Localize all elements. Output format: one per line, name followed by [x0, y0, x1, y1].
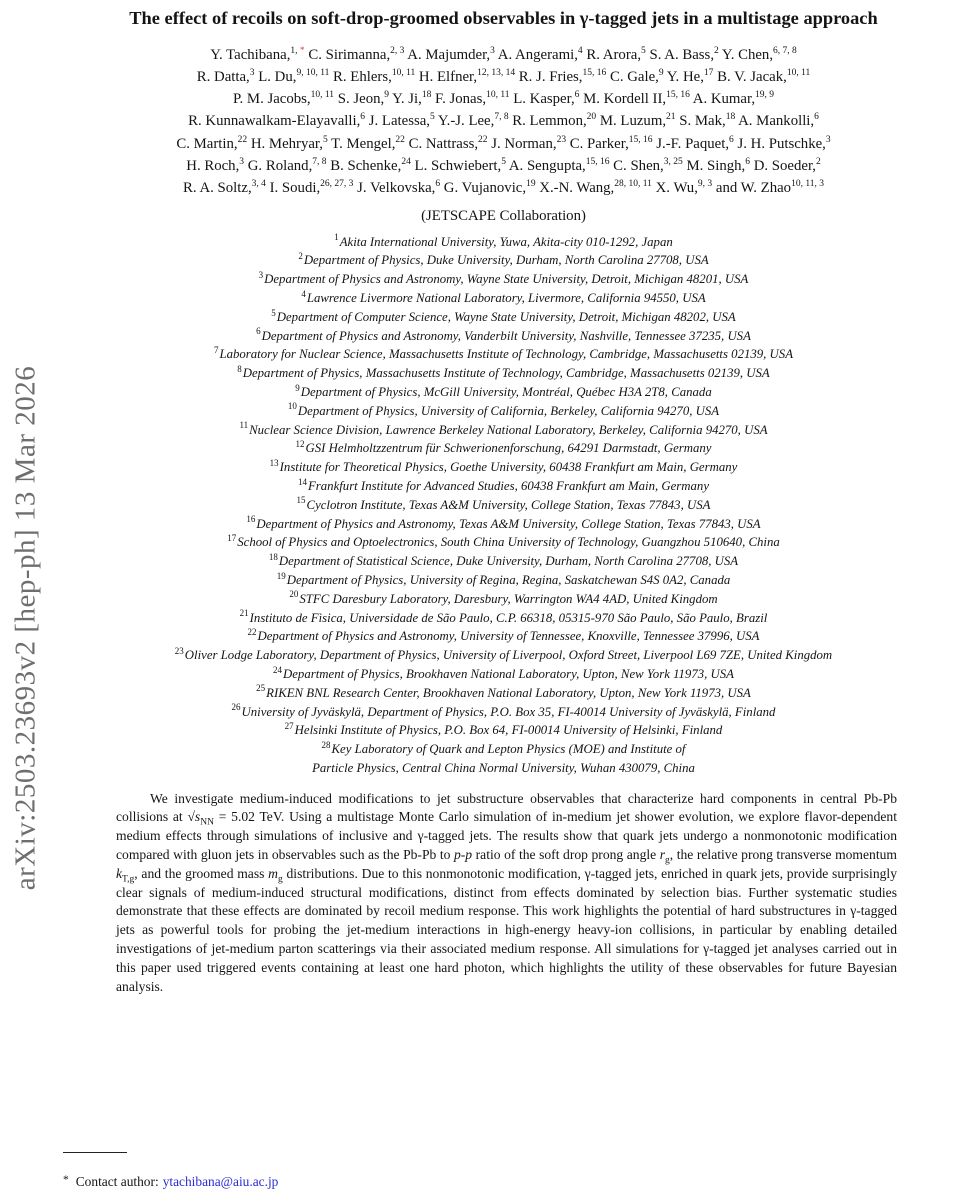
- contact-email-link[interactable]: ytachibana@aiu.ac.jp: [162, 1174, 279, 1189]
- affiliation-line: $^{14}$Frankfurt Institute for Advanced Studies, 60438 Frankfurt am Main, Germany: [297, 476, 710, 493]
- author-line: H. Roch,$^3$ G. Roland,$^{7, 8}$ B. Schenke,$^{24}$ L. Schwiebert,$^5$ A. Sengupta,$^{15, 16}$ C. Shen,$^{3, 25}$ M. Singh,$^6$ D. Soeder,$^2$: [186, 157, 821, 174]
- author-line: R. Kunnawalkam-Elayavalli,$^6$ J. Latessa,$^5$ Y.-J. Lee,$^{7, 8}$ R. Lemmon,$^{20}$ M. Luzum,$^{21}$ S. Mak,$^{18}$ A. Mankolli,$^6$: [188, 112, 819, 130]
- abstract-text: We investigate medium-induced modifications to jet substructure observables that characterize hard components in central Pb-Pb collisions at $√s_{NN} = 5.02$ TeV. Using a multistage Monte Carlo simulation of in-medium jet shower evolution, we explore flavor-dependent medium effects through simulations of inclusive and γ-tagged jets. The results show that quark jets undergo a nonmonotonic modification compared with gluon jets in observables such as the Pb-Pb to p-p ratio of the soft drop prong angle $r_g$, the relative prong transverse momentum $k_{T,g}$, and the groomed mass $m_g$ distributions. Due to this nonmonotonic modification, γ-tagged jets, enriched in quark jets, provide surprisingly clear signals of medium-induced structural modifications, distinct from effects dominated by selection bias. Further systematic studies demonstrate that these effects are dominated by recoil medium response. This work highlights the potential of hard substructures in γ-tagged jets as powerful tools for probing the jet-medium interactions in high-energy heavy-ion collisions, in particular by enabling detailed investigations of jet-medium parton scatterings via their associated medium response. All simulations for γ-tagged jet analyses carried out in this paper used triggered events containing at least one hard photon, which highlights the utility of these observables for future Bayesian analysis.: [116, 790, 897, 994]
- affiliation-line: $^7$Laboratory for Nuclear Science, Massachusetts Institute of Technology, Cambridge, Massachusetts 02139, USA: [213, 345, 794, 362]
- affiliation-line: $^{12}$GSI Helmholtzzentrum für Schwerionenforschung, 64291 Darmstadt, Germany: [295, 439, 712, 456]
- affiliation-line: $^{24}$Department of Physics, Brookhaven National Laboratory, Upton, New York 11973, USA: [273, 664, 734, 681]
- affiliation-line: $^9$Department of Physics, McGill University, Montréal, Québec H3A 2T8, Canada: [295, 382, 712, 399]
- affiliation-line: $^{26}$University of Jyväskylä, Department of Physics, P.O. Box 35, FI-40014 University of Jyväskylä, Finland: [231, 702, 776, 719]
- arxiv-watermark: arXiv:2503.23693v2 [hep-ph] 13 Mar 2026: [9, 365, 42, 891]
- affiliation-block: [30, 233, 977, 778]
- affiliation-line: $^4$Lawrence Livermore National Laboratory, Livermore, California 94550, USA: [301, 288, 706, 305]
- author-line: R. A. Soltz,$^{3, 4}$ I. Soudi,$^{26, 27, 3}$ J. Velkovska,$^6$ G. Vujanovic,$^{19}$ X.-N. Wang,$^{28, 10, 11}$ X. Wu,$^{9, 3}$ and W. Zhao$^{10, 11, 3}$: [183, 179, 824, 197]
- author-block: [30, 44, 977, 200]
- affiliation-line: $^{17}$School of Physics and Optoelectronics, South China University of Technology, Guangzhou 510640, China: [227, 533, 780, 550]
- author-line: R. Datta,$^3$ L. Du,$^{9, 10, 11}$ R. Ehlers,$^{10, 11}$ H. Elfner,$^{12, 13, 14}$ R. J. Fries,$^{15, 16}$ C. Gale,$^9$ Y. He,$^{17}$ B. V. Jacak,$^{10, 11}$: [196, 67, 811, 85]
- affiliation-line: $^2$Department of Physics, Duke University, Durham, North Carolina 27708, USA: [298, 251, 709, 268]
- affiliation-line: $^{10}$Department of Physics, University of California, Berkeley, California 94270, USA: [287, 401, 720, 418]
- affiliation-line: $^{25}$RIKEN BNL Research Center, Brookhaven National Laboratory, Upton, New York 11973, USA: [256, 683, 751, 700]
- affiliation-line: $^{28}$Key Laboratory of Quark and Lepton Physics (MOE) and Institute of Particle Physics, Central China Normal University, Wuhan 430079, China: [312, 739, 695, 775]
- affiliation-line: $^{23}$Oliver Lodge Laboratory, Department of Physics, University of Liverpool, Oxford Street, Liverpool L69 7ZE, United Kingdom: [174, 645, 833, 663]
- affiliation-line: $^{21}$Instituto de Fìsica, Universidade de São Paulo, C.P. 66318, 05315-970 São Paulo, São Paulo, Brazil: [239, 608, 768, 625]
- collaboration-line: (JETSCAPE Collaboration): [421, 207, 586, 224]
- affiliation-line: $^6$Department of Physics and Astronomy, Vanderbilt University, Nashville, Tennessee 37235, USA: [256, 326, 751, 343]
- affiliation-line: $^{22}$Department of Physics and Astronomy, University of Tennessee, Knoxville, Tennessee 37996, USA: [247, 627, 760, 644]
- affiliation-line: $^{13}$Institute for Theoretical Physics, Goethe University, 60438 Frankfurt am Main, Germany: [269, 457, 738, 475]
- contact-label: Contact author:: [75, 1174, 159, 1189]
- contact-line: [63, 1174, 278, 1190]
- footnote-star-marker: *: [63, 1174, 69, 1186]
- affiliation-line: $^8$Department of Physics, Massachusetts Institute of Technology, Cambridge, Massachusetts 02139, USA: [237, 363, 770, 381]
- affiliation-line: $^{19}$Department of Physics, University of Regina, Regina, Saskatchewan S4S 0A2, Canada: [276, 570, 731, 587]
- author-line: P. M. Jacobs,$^{10, 11}$ S. Jeon,$^9$ Y. Ji,$^{18}$ F. Jonas,$^{10, 11}$ L. Kasper,$^6$ M. Kordell II,$^{15, 16}$ A. Kumar,$^{19, 9}$: [232, 90, 775, 108]
- affiliation-line: $^{15}$Cyclotron Institute, Texas A&M University, College Station, Texas 77843, USA: [296, 495, 711, 512]
- paper-front-matter: [30, 0, 977, 996]
- affiliation-line: $^3$Department of Physics and Astronomy, Wayne State University, Detroit, Michigan 48201, USA: [258, 269, 749, 287]
- contact-author-star-marker: *: [299, 45, 305, 56]
- paper-title: The effect of recoils on soft-drop-groomed observables in γ-tagged jets in a multistage approach: [129, 8, 878, 28]
- affiliation-line: $^{11}$Nuclear Science Division, Lawrence Berkeley National Laboratory, Berkeley, California 94270, USA: [239, 420, 768, 437]
- affiliation-line: $^{18}$Department of Statistical Science, Duke University, Durham, North Carolina 27708, USA: [268, 551, 739, 569]
- affiliation-line: $^{16}$Department of Physics and Astronomy, Texas A&M University, College Station, Texas 77843, USA: [246, 514, 761, 531]
- affiliation-line: $^1$Akita International University, Yuwa, Akita-city 010-1292, Japan: [334, 232, 673, 249]
- affiliation-line: $^{20}$STFC Daresbury Laboratory, Daresbury, Warrington WA4 4AD, United Kingdom: [289, 589, 718, 606]
- footnote-rule: [63, 1152, 127, 1153]
- affiliation-line: $^5$Department of Computer Science, Wayne State University, Detroit, Michigan 48202, USA: [271, 307, 736, 324]
- author-line: Y. Tachibana,$^{1, *}$ C. Sirimanna,$^{2, 3}$ A. Majumder,$^3$ A. Angerami,$^4$ R. Arora,$^5$ S. A. Bass,$^2$ Y. Chen,$^{6, 7, 8}$: [210, 45, 797, 63]
- author-line: C. Martin,$^{22}$ H. Mehryar,$^5$ T. Mengel,$^{22}$ C. Nattrass,$^{22}$ J. Norman,$^{23}$ C. Parker,$^{15, 16}$ J.-F. Paquet,$^6$ J. H. Putschke,$^3$: [176, 134, 831, 152]
- affiliation-line: $^{27}$Helsinki Institute of Physics, P.O. Box 64, FI-00014 University of Helsinki, Finland: [284, 721, 723, 738]
